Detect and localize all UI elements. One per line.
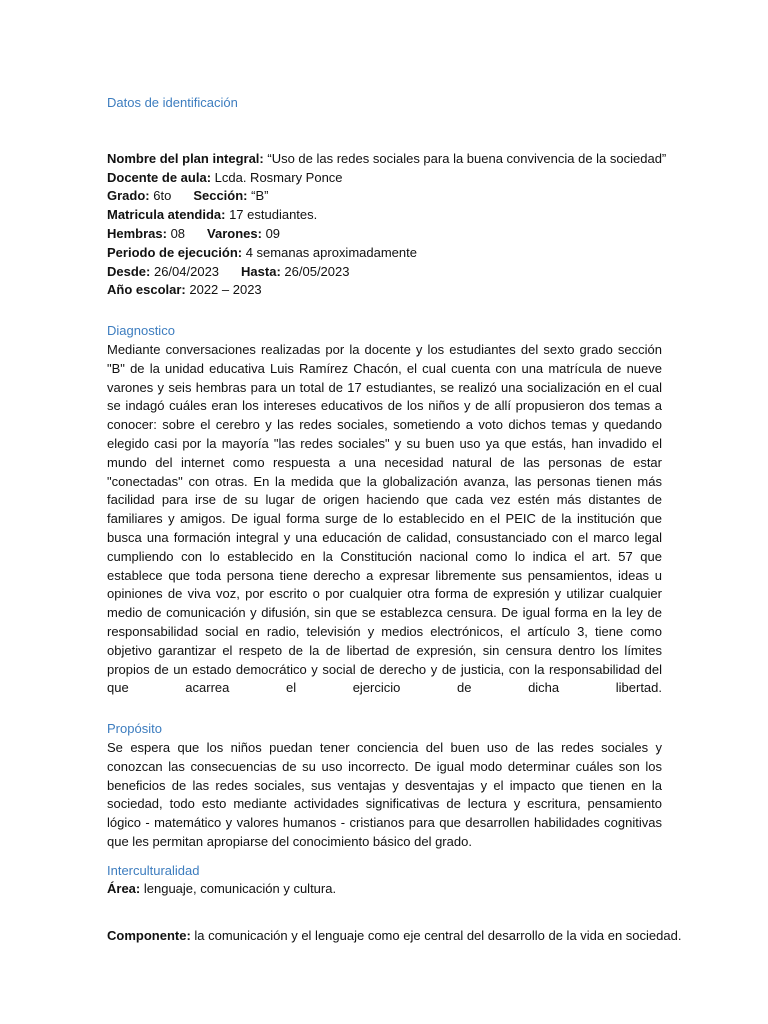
heading-diagnosis: Diagnostico [107,323,175,339]
period-line [107,244,662,263]
heading-interculturality: Interculturalidad [107,862,200,878]
heading-purpose: Propósito [107,721,162,737]
teacher-line [107,169,662,188]
year-value: 2022 – 2023 [185,282,262,298]
gender-line [107,225,662,244]
enrollment-value: 17 estudiantes. [225,207,318,223]
diagnosis-paragraph: Mediante conversaciones realizadas por la docente y los estudiantes del sexto grado sección "B" de la unidad educativa Luis Ramírez Chacón, el cual cuenta con una matrícula de nueve varones y seis hembras para un total de 17 estudiantes, se realizó una socialización en el cual se indagó cuáles eran los intereses educativos de los niños y de allí propusieron dos temas a conocer: sobre el cerebro y las redes sociales, sometiendo a voto dichos temas y quedando elegido casi por la mayoría "las redes sociales" y su buen uso ya que estás, han invadido el mundo del internet como respuesta a una necesidad natural de las personas de estar "conectadas" con otras. En la medida que la globalización avanza, las personas tienen más facilidad para irse de su lugar de origen haciendo que cada vez estén más distantes de familiares y amigos. De igual forma surge de lo establecido en el PEIC de la institución que busca una formación integral y una educación de calidad, consustanciado con el marco legal cumpliendo con lo establecido en la Constitución nacional como lo indica el art. 57 que establece que toda persona tiene derecho a expresar libremente sus pensamientos, ideas u opiniones de viva voz, por escrito o por cualquier otra forma de expresión y utilizar cualquier medio de comunicación y difusión, sin que se establezca censura. De igual forma en la ley de responsabilidad social en radio, televisión y medios electrónicos, el artículo 3, tiene como objetivo garantizar el respeto de la de libertad de expresión, sin censura dentro los límites propios de un estado democrático y social de derecho y de justicia, con la responsabilidad del que acarrea el ejercicio de dicha libertad. [107,341,662,696]
period-label: Periodo de ejecución: [107,244,243,260]
component-line [107,927,682,946]
teacher-label: Docente de aula: [107,169,212,185]
females-value: 08 [166,225,186,241]
heading-identification: Datos de identificación [107,95,238,110]
plan-label: Nombre del plan integral: [107,150,264,166]
males-label: Varones: [207,225,262,241]
school-year-line [107,281,662,300]
area-line [107,880,662,899]
section-value: “B” [247,188,269,204]
from-label: Desde: [107,263,151,279]
from-value: 26/04/2023 [150,263,220,279]
plan-value: “Uso de las redes sociales para la buena convivencia de la sociedad” [263,150,667,166]
dates-line [107,263,662,282]
males-value: 09 [261,225,281,241]
to-value: 26/05/2023 [280,263,350,279]
grade-label: Grado: [107,188,150,204]
area-label: Área: [107,881,141,897]
document-content [107,94,682,946]
grade-line [107,187,662,206]
grade-value: 6to [149,188,172,204]
to-label: Hasta: [241,263,281,279]
plan-name-line [107,150,667,169]
enrollment-label: Matricula atendida: [107,207,226,223]
year-label: Año escolar: [107,282,186,298]
area-value: lenguaje, comunicación y cultura. [140,881,337,897]
period-value: 4 semanas aproximadamente [242,244,417,260]
purpose-paragraph: Se espera que los niños puedan tener conciencia del buen uso de las redes sociales y conozcan las consecuencias de su uso incorrecto. De igual modo determinar cuáles son los beneficios de las redes sociales, sus ventajas y desventajas y el impacto que tienen en la sociedad, todo esto mediante actividades significativas de lectura y escritura, pensamiento lógico - matemático y valores humanos - cristianos para que desarrollen habilidades cognitivas que les permitan apropiarse del conocimiento básico del grado. [107,739,662,849]
component-label: Componente: [107,928,191,944]
component-value: la comunicación y el lenguaje como eje central del desarrollo de la vida en sociedad. [190,928,682,944]
section-label: Sección: [193,188,248,204]
females-label: Hembras: [107,225,167,241]
teacher-value: Lcda. Rosmary Ponce [211,169,343,185]
enrollment-line [107,206,662,225]
